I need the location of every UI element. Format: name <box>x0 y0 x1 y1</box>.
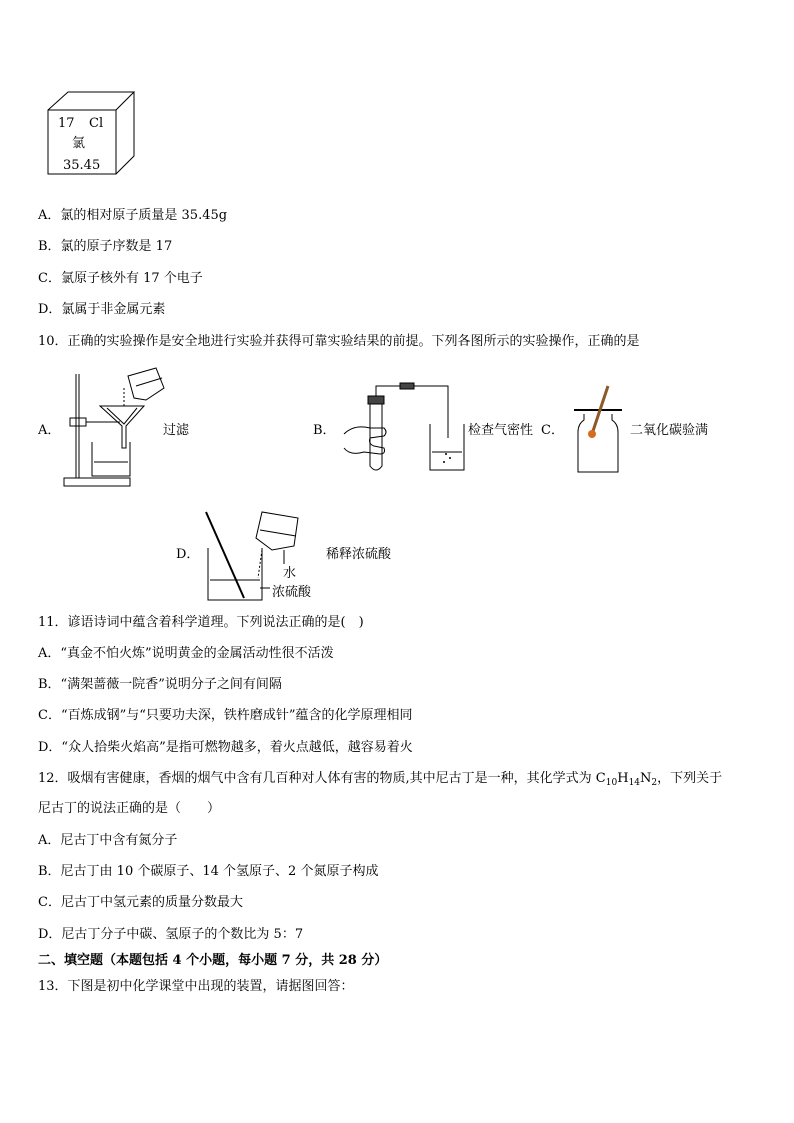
q10-a-letter: A． <box>38 423 61 438</box>
q12-option-d: D．尼古丁分子中碳、氢原子的个数比为 5：7 <box>38 927 304 942</box>
q11-stem: 11．谚语诗词中蕴含着科学道理。下列说法正确的是( ) <box>38 615 364 630</box>
q12-sub-h: 14 <box>628 778 641 788</box>
q11-option-c: C．“百炼成钢”与“只要功夫深，铁杵磨成针”蕴含的化学原理相同 <box>38 708 413 723</box>
element-name: 氯 <box>72 136 86 151</box>
q10-b-label: 检查气密性 <box>468 423 534 438</box>
q12-sub-n: 2 <box>651 778 658 788</box>
q10-c-label: 二氧化碳验满 <box>630 423 709 438</box>
q13-stem: 13．下图是初中化学课堂中出现的装置，请据图回答： <box>38 979 354 994</box>
q11-option-a: A．“真金不怕火炼”说明黄金的金属活动性很不活泼 <box>38 646 334 661</box>
q9-option-a: A．氯的相对原子质量是 35.45g <box>38 208 228 223</box>
q10-a-label: 过滤 <box>163 423 190 438</box>
q12-symbol-h: H <box>617 771 629 786</box>
q12-option-a: A．尼古丁中含有氮分子 <box>38 833 178 848</box>
q11-option-d: D．“众人拾柴火焰高”是指可燃物越多，着火点越低，越容易着火 <box>38 740 413 755</box>
q12-stem <box>38 771 722 787</box>
q12-stem-before: 12．吸烟有害健康，香烟的烟气中含有几百种对人体有害的物质,其中尼古丁是一种，其化学式为 C <box>38 771 606 786</box>
q10-d-letter: D． <box>176 547 200 562</box>
q12-option-b: B．尼古丁由 10 个碳原子、14 个氢原子、2 个氮原子构成 <box>38 864 379 879</box>
q10-d-acid-label: 浓硫酸 <box>272 585 312 600</box>
q9-option-b: B．氯的原子序数是 17 <box>38 239 173 254</box>
airtightness-icon <box>340 382 466 476</box>
q10-d-water-label: 水 <box>283 566 297 581</box>
q12-sub-c: 10 <box>605 778 618 788</box>
q12-symbol-n: N <box>640 771 652 786</box>
q10-stem: 10．正确的实验操作是安全地进行实验并获得可靠实验结果的前提。下列各图所示的实验操作，正确的是 <box>38 334 640 349</box>
element-number: 17 <box>58 116 75 131</box>
co2-check-figure <box>570 384 626 476</box>
q9-option-d: D．氯属于非金属元素 <box>38 302 166 317</box>
q10-b-letter: B． <box>313 423 336 438</box>
q10-d-label: 稀释浓硫酸 <box>326 547 392 562</box>
element-symbol: Cl <box>89 116 104 131</box>
q12-stem-line2: 尼古丁的说法正确的是（ ） <box>38 801 221 816</box>
filtration-apparatus-figure <box>60 366 170 492</box>
q9-option-c: C．氯原子核外有 17 个电子 <box>38 271 203 286</box>
q12-stem-after: ，下列关于 <box>657 771 723 786</box>
q11-option-b: B．“满架蔷薇一院香”说明分子之间有间隔 <box>38 677 282 692</box>
section-heading: 二、填空题（本题包括 4 个小题，每小题 7 分，共 28 分） <box>38 953 388 968</box>
q10-c-letter: C． <box>541 423 564 438</box>
filtration-icon <box>60 366 170 492</box>
element-mass: 35.45 <box>63 158 101 173</box>
q12-option-c: C．尼古丁中氢元素的质量分数最大 <box>38 895 243 910</box>
gas-bottle-icon <box>570 384 626 476</box>
airtightness-apparatus-figure <box>340 382 466 476</box>
